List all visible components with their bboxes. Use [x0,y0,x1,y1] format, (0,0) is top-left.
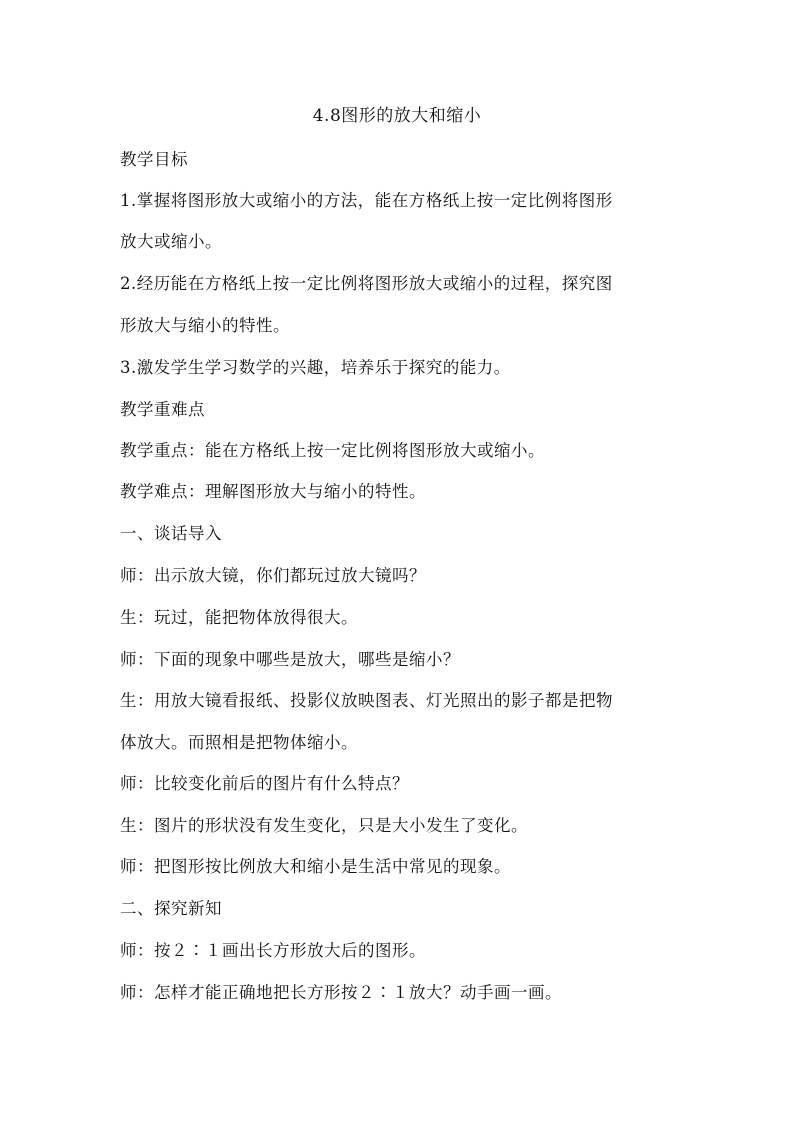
goal-3: 3.激发学生学习数学的兴趣，培养乐于探究的能力。 [120,358,511,377]
heading-key-difficult-points: 教学重难点 [120,400,205,419]
goal-2-line-1: 2.经历能在方格纸上按一定比例将图形放大或缩小的过程，探究图 [120,274,613,293]
dialogue-line: 体放大。而照相是把物体缩小。 [120,733,358,752]
dialogue-line: 师：出示放大镜，你们都玩过放大镜吗？ [120,566,426,585]
dialogue-line: 生：图片的形状没有发生变化，只是大小发生了变化。 [120,816,528,835]
dialogue-line: 师：比较变化前后的图片有什么特点？ [120,774,409,793]
document-title: 4.8图形的放大和缩小 [312,106,482,126]
goal-1-line-2: 放大或缩小。 [120,232,222,251]
dialogue-line: 师：下面的现象中哪些是放大，哪些是缩小？ [120,650,460,669]
dialogue-line: 师：怎样才能正确地把长方形按２∶１放大？动手画一画。 [120,983,562,1002]
section-1-heading: 一、谈话导入 [120,524,222,543]
dialogue-line: 师：按２∶１画出长方形放大后的图形。 [120,941,426,960]
heading-teaching-goals: 教学目标 [120,150,188,169]
difficult-point: 教学难点：理解图形放大与缩小的特性。 [120,482,426,501]
section-2-heading: 二、探究新知 [120,899,222,918]
goal-1-line-1: 1.掌握将图形放大或缩小的方法，能在方格纸上按一定比例将图形 [120,191,613,210]
dialogue-line: 生：用放大镜看报纸、投影仪放映图表、灯光照出的影子都是把物 [120,691,613,710]
key-point: 教学重点：能在方格纸上按一定比例将图形放大或缩小。 [120,441,545,460]
goal-2-line-2: 形放大与缩小的特性。 [120,316,290,335]
dialogue-line: 师：把图形按比例放大和缩小是生活中常见的现象。 [120,857,511,876]
dialogue-line: 生：玩过，能把物体放得很大。 [120,608,358,627]
